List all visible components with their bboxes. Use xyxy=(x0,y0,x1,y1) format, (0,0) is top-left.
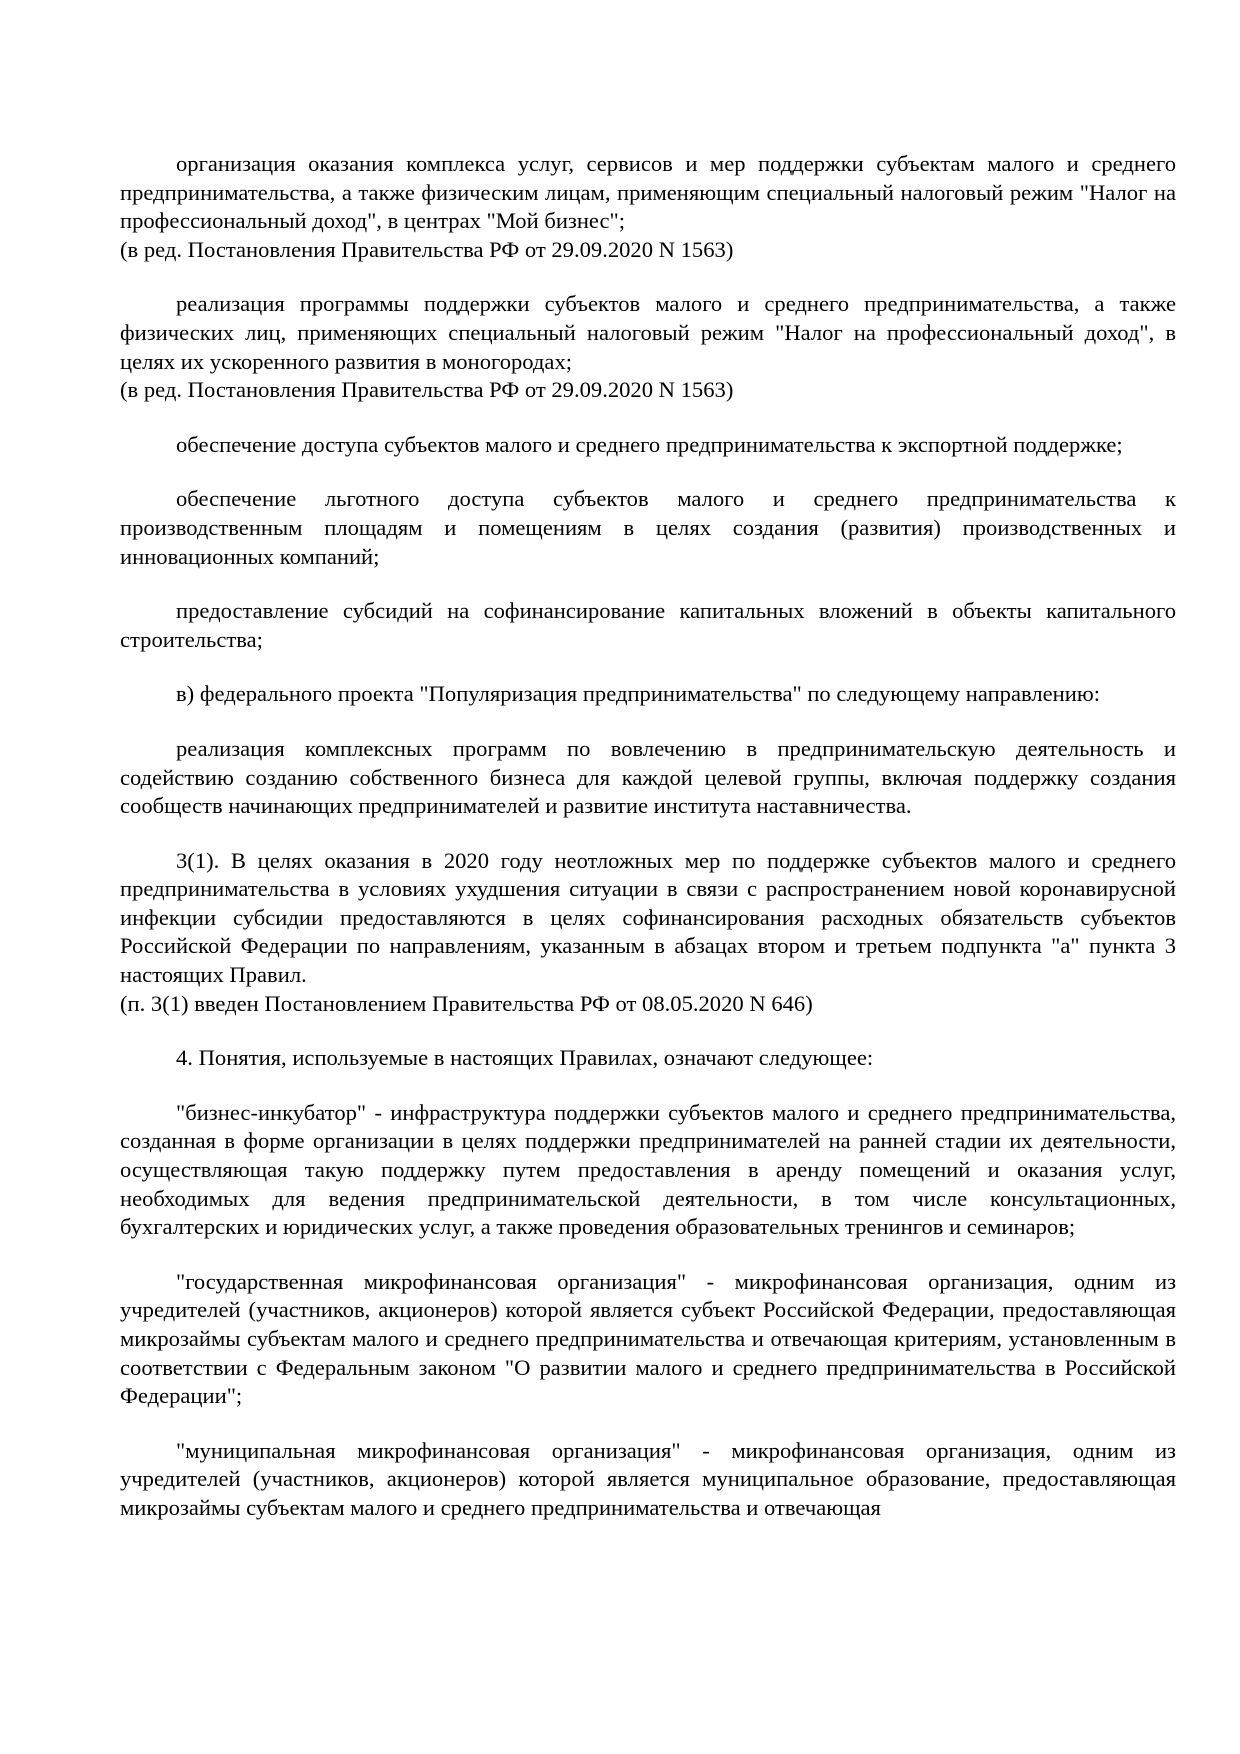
paragraph-support-centers: организация оказания комплекса услуг, сервисов и мер поддержки субъектам малого и среднего предпринимательства, а также физическим лицам, применяющим специальный налоговый режим "Налог на профессиональный доход", в центрах "Мой бизнес"; xyxy=(120,151,1176,234)
paragraph-clause-4: 4. Понятия, используемые в настоящих Правилах, означают следующее: xyxy=(176,1045,874,1071)
paragraph-production-premises: обеспечение льготного доступа субъектов малого и среднего предпринимательства к производственным площадям и помещениям в целях создания (развития) производственных и инновационных компаний; xyxy=(120,486,1176,569)
paragraph-complex-programs: реализация комплексных программ по вовлечению в предпринимательскую деятельность и содействию созданию собственного бизнеса для каждой целевой группы, включая поддержку создания сообществ начинающих предпринимателей и развитие института наставничества. xyxy=(120,735,1176,819)
paragraph-monotowns: реализация программы поддержки субъектов малого и среднего предпринимательства, а также физических лиц, применяющих специальный налоговый режим "Налог на профессиональный доход", в целях их ускоренного развития в моногородах; xyxy=(120,291,1176,374)
paragraph-capital-subsidies: предоставление субсидий на софинансирование капитальных вложений в объекты капитального строительства; xyxy=(120,598,1176,652)
edit-note: (в ред. Постановления Правительства РФ от 29.09.2020 N 1563) xyxy=(120,377,734,403)
paragraph-business-incubator: "бизнес-инкубатор" - инфраструктура поддержки субъектов малого и среднего предпринимательства, созданная в форме организации в целях поддержки предпринимателей на ранней стадии их деятельности, осуществляющая такую поддержку путем предоставления в аренду помещений и оказания услуг, необходимых для ведения предпринимательской деятельности, в том числе консультационных, бухгалтерских и юридических услуг, а также проведения образовательных тренингов и семинаров; xyxy=(120,1099,1176,1240)
paragraph-clause-3-1: 3(1). В целях оказания в 2020 году неотложных мер по поддержке субъектов малого и среднего предпринимательства в условиях ухудшения ситуации в связи с распространением новой коронавирусной инфекции субсидии предоставляются в целях софинансирования расходных обязательств субъектов Российской Федерации по направлениям, указанным в абзацах втором и третьем подпункта "а" пункта 3 настоящих Правил. xyxy=(120,847,1176,988)
paragraph-state-mfo: "государственная микрофинансовая организация" - микрофинансовая организация, одним из учредителей (участников, акционеров) которой является субъект Российской Федерации, предоставляющая микрозаймы субъектам малого и среднего предпринимательства и отвечающая критериям, установленным в соответствии с Федеральным законом "О развитии малого и среднего предпринимательства в Российской Федерации"; xyxy=(120,1268,1176,1409)
edit-note: (п. 3(1) введен Постановлением Правительства РФ от 08.05.2020 N 646) xyxy=(120,990,813,1016)
paragraph-export-support: обеспечение доступа субъектов малого и среднего предпринимательства к экспортной поддержке; xyxy=(176,431,1123,457)
paragraph-municipal-mfo: "муниципальная микрофинансовая организация" - микрофинансовая организация, одним из учредителей (участников, акционеров) которой является муниципальное образование, предоставляющая микрозаймы субъектам малого и среднего предпринимательства и отвечающая xyxy=(120,1437,1176,1520)
edit-note: (в ред. Постановления Правительства РФ от 29.09.2020 N 1563) xyxy=(120,236,734,262)
paragraph-popularization-project: в) федерального проекта "Популяризация предпринимательства" по следующему направлению: xyxy=(176,681,1101,707)
document-page xyxy=(120,150,1176,1549)
